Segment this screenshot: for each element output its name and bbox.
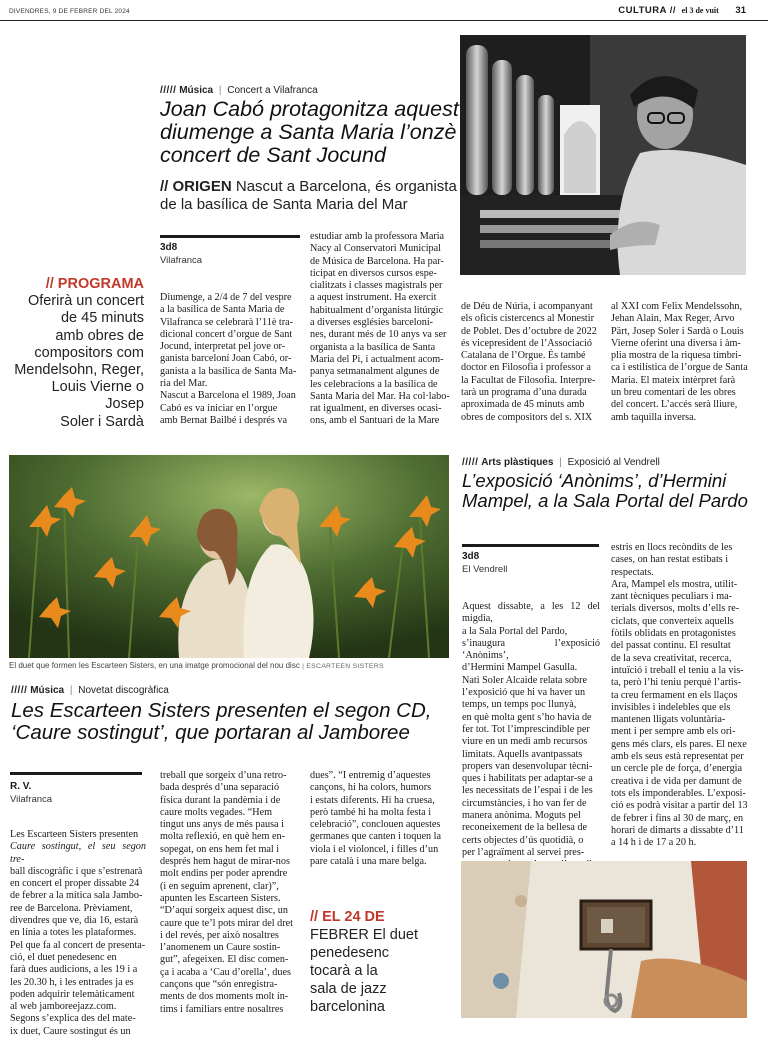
body-line: creativa i de vida per damunt de	[611, 775, 742, 787]
origen-text: de la basílica de Santa Maria del Mar	[160, 196, 408, 214]
body-line: fòtils oblidats en protagonistes	[611, 628, 736, 640]
escarteen-photo-caption	[9, 661, 449, 670]
body-line: l’anomenem un Caure sostin-	[160, 942, 281, 954]
body-line: cançons, hi ha colors, humors	[310, 782, 432, 794]
body-line: Nascut a Barcelona el 1989, Joan	[160, 390, 296, 402]
pullquote-line: Soler i Sardà	[60, 413, 144, 430]
body-line: un breu comentari de les obres	[611, 387, 736, 399]
article1-origen	[160, 178, 460, 215]
headline-line: Joan Cabó protagonitza aquest	[160, 97, 459, 121]
body-line: dicional concert d’orgue de Sant	[160, 328, 293, 340]
body-line: al web jamboreejazz.com.	[10, 1001, 117, 1013]
body-line: fer tot. Tot l’imprescindible per	[462, 723, 590, 735]
body-line: estris en llocs recòndits de les	[611, 542, 733, 553]
body-line: ca i estilística de l’orgue de Santa	[611, 362, 748, 374]
body-line: Ara, Mampel els mostra, utilit-	[611, 578, 738, 590]
body-line: els oficis cistercencs al Monestir	[461, 313, 594, 325]
body-line: Cabó es va iniciar en l’orgue	[160, 402, 278, 414]
body-line: i del revés, per això nosaltres	[160, 929, 279, 941]
origen-text: Nascut a Barcelona, és organista	[235, 178, 457, 195]
body-line: pare català i una mare belga.	[310, 856, 427, 868]
body-line: terials diversos, molts d’ells re-	[611, 603, 740, 615]
artwork-photo	[461, 861, 747, 1018]
pullquote-line: sala de jazz	[310, 981, 387, 997]
body-line: en línia a totes les plataformes.	[10, 927, 137, 939]
pullquote-line: barcelonina	[310, 999, 385, 1015]
body-line: intuïció i treball el teniu a la vis-	[611, 664, 744, 676]
body-line: ganista a la basílica de Santa Ma-	[160, 365, 297, 377]
pullquote-line: compositors com	[34, 344, 144, 361]
body-line: certs objectes d’ús quotidià, o	[462, 834, 584, 846]
pullquote-label: // PROGRAMA	[45, 276, 144, 292]
body-line: en què molta gent s’ho havia de	[462, 711, 592, 723]
body-line: molt endins per poder aprendre	[160, 868, 288, 880]
body-line: a diverses esglésies barceloni-	[310, 317, 434, 329]
body-line: caure que te’l pots mirar del dret	[160, 917, 293, 929]
body-line: molta reflexió, en què hem en-	[160, 831, 286, 843]
body-line: al XXI com Felix Mendelssohn,	[611, 301, 743, 312]
body-line: tots els imponderables. L’exposi-	[611, 787, 746, 799]
body-line: Santa Maria del Mar. Ha col·labo-	[310, 390, 450, 402]
body-line: (i en seguim aprenent, clar)”,	[160, 880, 279, 892]
pullquote-line: Oferirà un concert	[27, 293, 144, 310]
body-line: respectats.	[611, 566, 654, 578]
body-line: Maria. El mateix intèrpret farà	[611, 374, 736, 386]
body-line: doctor en Filosofia i professor a	[461, 362, 591, 374]
body-line: cançons que “són enregistra-	[160, 979, 278, 991]
body-line: per l’agraïment al servei pres-	[462, 846, 585, 858]
article3-pullquote	[310, 908, 450, 1016]
pullquote-line: amb obres de	[55, 327, 144, 344]
body-line: ciclats, que converteix aquells	[611, 615, 734, 627]
body-line: Jehan Alain, Max Reger, Arvo	[611, 313, 735, 325]
body-line: amb els seus està representat per	[611, 751, 744, 763]
kicker-separator: |	[69, 685, 73, 696]
body-line: ció es podrà visitar a partir del 13	[611, 800, 748, 812]
kicker-separator: |	[218, 85, 222, 96]
article1-body-col2	[310, 231, 452, 428]
body-line: a aquest instrument. Ha exercit	[310, 292, 437, 304]
body-line: sopegat, on ens hem fet mal i	[160, 843, 280, 855]
headline-line: diumenge a Santa Maria l’onzè	[160, 120, 457, 145]
body-line: Pärt, Josep Soler i Sardà o Louis	[611, 325, 744, 337]
article2-headline	[462, 471, 758, 511]
headline-line: L’exposició ‘Anònims’, d’Hermini	[462, 470, 727, 491]
body-line: divendres que ve, dia 16, estarà	[10, 915, 139, 927]
body-line: apunten les Escarteen Sisters.	[160, 892, 281, 904]
kicker-separator: |	[559, 457, 562, 468]
article1-byline-name: 3d8	[160, 242, 178, 253]
page-date: DIVENDRES, 9 DE FEBRER DEL 2024	[9, 8, 130, 15]
body-line: Diumenge, a 2/4 de 7 del vespre	[160, 292, 292, 303]
article1-kicker	[160, 85, 318, 96]
article1-pullquote	[14, 276, 144, 431]
body-line: Nati Soler Alcaide relata sobre	[462, 674, 588, 686]
body-line: ta creu fermament en els llaços	[611, 689, 738, 701]
body-line: Pel que fa al concert de presenta-	[10, 939, 146, 951]
kicker-section: Música	[30, 685, 65, 696]
body-line: Catalana de l’Orgue. És també	[461, 350, 586, 362]
body-line: s’inaugura l’exposició ‘Anònims’,	[462, 637, 600, 662]
body-line: les 20.30 h, i les entrades ja es	[10, 976, 134, 988]
body-line: temps, un temps poc llunyà,	[462, 699, 577, 711]
body-line: celebració”, conclouen aquestes	[310, 819, 441, 831]
body-line: ons, amb el Santuari de la Mare	[310, 415, 440, 427]
body-line: a la Sala Portal del Pardo,	[462, 625, 568, 637]
body-line: Nacy al Conservatori Municipal	[310, 243, 441, 255]
body-line: un cercle ple de força, d’energia	[611, 763, 743, 775]
body-line: cialitzats i classes magistrals per	[310, 280, 443, 292]
body-line: ball discogràfic i que s’estrenarà	[10, 865, 143, 877]
body-line: viure en un medi amb recursos	[462, 736, 588, 748]
article3-body-col3	[310, 770, 452, 868]
article1-body-col4	[611, 301, 748, 424]
body-line: limitats. Aquells avantpassats	[462, 748, 583, 760]
body-line: Segons s’explica des del mate-	[10, 1013, 136, 1025]
body-line: física durant la pandèmia i de	[160, 794, 281, 806]
body-line: reconeixement de la bellesa de	[462, 822, 588, 834]
body-line: Aquest dissabte, a les 12 del migdia,	[462, 601, 600, 625]
body-line: de la seva creativitat, recerca,	[611, 652, 732, 664]
origen-label: // ORIGEN	[160, 178, 232, 195]
body-line: viola i el violoncel, i filles d’un	[310, 843, 439, 855]
kicker-slashes: /////	[462, 457, 479, 468]
body-line: ta, però l’hi teniu perquè l’artis-	[611, 677, 742, 689]
body-line: Jocund, interpretat pel jove or-	[160, 341, 286, 353]
body-line: organista a la basílica de Santa	[310, 341, 436, 353]
pullquote-line: penedesenc	[310, 945, 390, 961]
kicker-topic: Exposició al Vendrell	[567, 457, 660, 468]
headline-line: concert de Sant Jocund	[160, 143, 386, 168]
article2-byline-rule	[462, 544, 599, 547]
body-line: ment i per sempre amb els ori-	[611, 726, 736, 738]
body-line: gut”, afegeixen. El disc comen-	[160, 954, 289, 966]
body-line: les necessitats de l’espai i de les	[462, 785, 593, 797]
artwork-photo-image	[461, 861, 747, 1018]
body-line: tarà un programa d’una durada	[461, 387, 587, 399]
kicker-slashes: /////	[160, 85, 177, 96]
pullquote-line: FEBRER El duet	[310, 927, 418, 943]
body-line: gens més clars, els pares. El nexe	[611, 738, 747, 750]
body-line: de febrer a la mítica sala Jambo-	[10, 890, 143, 902]
body-line: amb Bernat Bailbé i després va	[160, 414, 288, 426]
kicker-section: Música	[179, 85, 214, 96]
article3-byline-rule	[10, 772, 142, 775]
escarteen-sisters-photo-image	[9, 455, 449, 658]
pullquote-line: de 45 minuts	[60, 310, 144, 327]
body-line: propers van desenvolupar tècni-	[462, 760, 593, 772]
article2-byline-place: El Vendrell	[462, 564, 508, 575]
caption-text: El duet que formen les Escarteen Sisters, en una imatge promocional del nou disc	[9, 661, 300, 670]
body-line: bada després d’una separació	[160, 782, 280, 794]
body-line: del passat continu. El resultat	[611, 640, 731, 652]
body-line: circumstàncies, i ho van fer de	[462, 797, 587, 809]
article1-byline-rule	[160, 235, 300, 238]
pullquote-line: Mendelsohn, Reger,	[14, 362, 144, 379]
body-line: Maria del Pi, i actualment acom-	[310, 353, 444, 365]
body-line: d’Hermini Mampel Gasulla.	[462, 662, 578, 674]
article3-byline-name: R. V.	[10, 781, 32, 792]
body-line: de Poblet. Des d’octubre de 2022	[461, 325, 597, 337]
pullquote-line: Louis Vierne o Josep	[51, 379, 144, 413]
body-line: germanes que canten i toquen la	[310, 831, 441, 843]
header-rule	[0, 20, 768, 21]
body-line: Vilafranca se celebrarà l’11è tra-	[160, 316, 294, 328]
body-line: amb taquilla inversa.	[611, 411, 697, 423]
body-line: aproximada de 45 minuts amb	[461, 399, 585, 411]
headline-line: Les Escarteen Sisters presenten el segon CD,	[11, 699, 432, 722]
body-line: manera anònima. Moguts pel	[462, 810, 581, 822]
body-line: rat igualment, en diverses ocasi-	[310, 403, 442, 415]
body-line: les celebracions a la basílica de	[310, 378, 438, 390]
body-line: ria del Mar.	[160, 378, 208, 390]
article1-byline-place: Vilafranca	[160, 255, 203, 266]
body-line: ció, el duet penedesenc en	[10, 951, 117, 963]
organist-photo-image	[460, 35, 746, 275]
body-line: és vicepresident de l’Associació	[461, 337, 592, 349]
body-line: cases, on han restat estibats i	[611, 554, 729, 566]
body-line: plia mostra de la riquesa tímbri-	[611, 350, 742, 362]
body-line: de febrer i fins al 30 de març, en	[611, 812, 744, 824]
article2-byline-name: 3d8	[462, 551, 480, 562]
body-line: nes, durant més de 10 anys va ser	[310, 329, 447, 341]
caption-credit: | ESCARTEEN SISTERS	[302, 663, 384, 670]
body-line: Vierne oferint una diversa i àm-	[611, 337, 741, 349]
article2-kicker	[462, 457, 660, 468]
article1-body-col3	[461, 301, 601, 424]
body-line: ticipat en diversos cursos espe-	[310, 267, 437, 279]
article3-body-col1	[10, 829, 146, 1038]
body-line: Caure sostingut, el seu segon tre-	[10, 841, 146, 865]
kicker-section: Arts plàstiques	[481, 457, 554, 468]
article3-kicker	[11, 685, 169, 696]
article1-body-col1	[160, 292, 300, 427]
body-line: de Música de Barcelona. Ha par-	[310, 255, 444, 267]
body-line: ments de dos moments molt ín-	[160, 991, 289, 1003]
body-line: habitualment d’organista litúrgic	[310, 304, 444, 316]
body-line: dues”. “I entremig d’aquestes	[310, 770, 431, 781]
body-line: després hem hagut de mirar-nos	[160, 856, 290, 868]
body-line: la Facultat de Filosofia. Interpre-	[461, 374, 596, 386]
headline-line: Mampel, a la Sala Portal del Pardo	[462, 489, 748, 511]
body-line: mantenen lligats voluntària-	[611, 714, 726, 726]
pullquote-line: tocarà a la	[310, 963, 378, 979]
body-line: ça i acaba a ‘Cau d’orella’, dues	[160, 966, 291, 978]
body-line: treball que sorgeix d’una retro-	[160, 770, 287, 781]
body-line: “D’aquí sorgeix aquest disc, un	[160, 905, 288, 917]
body-line: a la basílica de Santa Maria de	[160, 304, 285, 316]
body-line: del concert. L’accés serà lliure,	[611, 399, 738, 411]
body-line: ganista barceloní Joan Cabó, or-	[160, 353, 292, 365]
article1-headline	[160, 98, 460, 168]
body-line: farà dues audicions, a les 19 i a	[10, 964, 138, 976]
article2-body-col1	[462, 601, 600, 872]
article3-byline-place: Vilafranca	[10, 794, 53, 805]
pullquote-label: // EL 24 DE	[310, 909, 385, 925]
body-line: caure molts vegades. “Hem	[160, 806, 273, 818]
headline-line: ‘Caure sostingut’, que portaran al Jamboree	[11, 721, 410, 745]
body-line: ree de Barcelona. Prèviament,	[10, 902, 133, 914]
body-line: ix duet, Caure sostingut és un	[10, 1025, 131, 1037]
body-line: poden adquirir telemàticament	[10, 988, 135, 1000]
body-line: zant tècniques peculiars i ma-	[611, 591, 733, 603]
kicker-topic: Novetat discogràfica	[78, 685, 169, 696]
kicker-topic: Concert a Vilafranca	[227, 85, 318, 96]
article2-body-col2	[611, 542, 748, 849]
body-line: tingut uns anys de més pausa i	[160, 819, 284, 831]
body-line: a 14 h i de 17 a 20 h.	[611, 837, 697, 849]
section-name: CULTURA //	[618, 5, 677, 16]
body-line: ques i habilitats per adaptar-se a	[462, 773, 593, 785]
body-line: horari de dimarts a dissabte d’11	[611, 824, 744, 836]
body-line: tims i familiars entre nosaltres	[160, 1003, 284, 1015]
section-header	[618, 5, 746, 16]
body-line: l’exposició que hi va haver un	[462, 687, 586, 699]
body-line: de Déu de Núria, i acompanyant	[461, 301, 593, 312]
body-line: en concert el proper dissabte 24	[10, 878, 140, 890]
article3-headline	[11, 700, 451, 744]
body-line: estudiar amb la professora Maria	[310, 231, 445, 242]
page-number: 31	[735, 5, 746, 16]
article3-body-col2	[160, 770, 300, 1016]
escarteen-sisters-photo	[9, 455, 449, 658]
body-line: invisibles i indelebles que els	[611, 701, 731, 713]
body-line: i estats diferents. Hi ha cruesa,	[310, 794, 435, 806]
publication-name: el 3 de vuit	[681, 6, 719, 15]
body-line: Les Escarteen Sisters presenten	[10, 829, 139, 840]
body-line: però també hi ha molta festa i	[310, 806, 432, 818]
organist-photo	[460, 35, 746, 275]
kicker-slashes: /////	[11, 685, 28, 696]
body-line: obres de compositors del s. XIX	[461, 411, 593, 423]
body-line: panya setmanalment algunes de	[310, 366, 440, 378]
